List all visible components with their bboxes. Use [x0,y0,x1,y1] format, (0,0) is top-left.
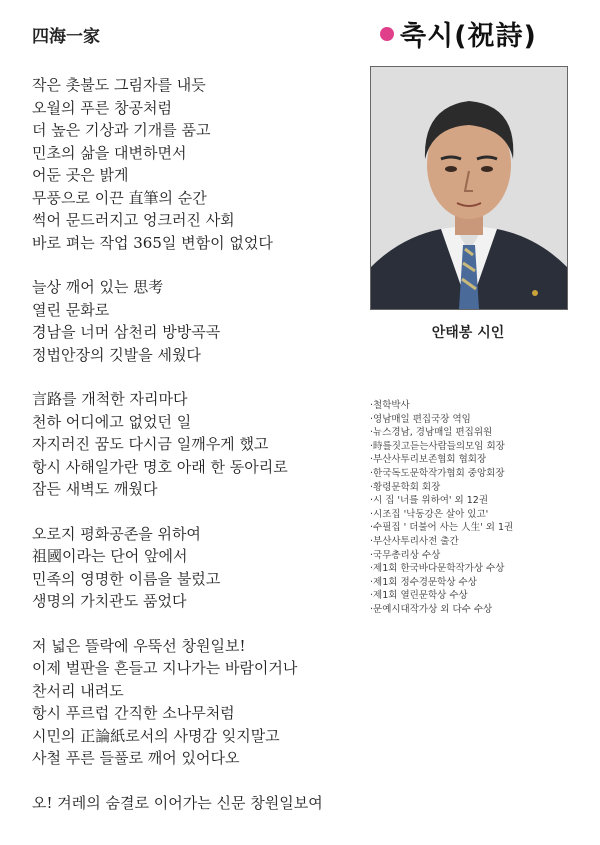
section-header-label: 축시(祝詩) [400,21,537,52]
bio-item: ·시 집 '너를 위하여' 외 12권 [370,495,489,507]
bio-item: ·제1회 한국바다문학작가상 수상 [370,563,505,575]
poem-line: 祖國이라는 단어 앞에서 [32,547,188,565]
poem-line: 잠든 새벽도 깨웠다 [32,480,158,498]
poem-stanza [32,792,362,815]
poem-line: 이제 벌판을 흔들고 지나가는 바람이거나 [32,659,298,677]
poem-line: 경남을 너머 삼천리 방방곡곡 [32,323,221,341]
bio-item: ·영남매일 편집국장 역임 [370,413,471,425]
bio-item: ·時를짓고듣는사람들의모임 회장 [370,440,505,452]
poem-stanza [32,74,362,254]
poem-stanza [32,276,362,366]
bio-item: ·제1회 열린문학상 수상 [370,590,468,602]
poem-line: 민족의 영명한 이름을 불렀고 [32,569,221,588]
poet-portrait-illustration [371,67,567,309]
poem-stanza [32,523,362,613]
poem-line: 더 높은 기상과 기개를 품고 [32,121,211,139]
poem-line: 늘상 깨어 있는 思考 [32,278,164,296]
poem-line: 오월의 푸른 창공처럼 [32,98,172,117]
poem-line: 열린 문화로 [32,300,110,319]
bio-item: ·문예시대작가상 외 다수 수상 [370,603,493,615]
poem-line: 작은 촛불도 그림자를 내듯 [32,76,206,94]
poem-line: 항시 사해일가란 명호 아래 한 동아리로 [32,457,288,476]
bio-item: ·한국독도문학작가협회 중앙회장 [370,467,505,479]
bio-item: ·제1회 정수경문학상 수상 [370,576,477,588]
poet-name: 안태봉 시인 [431,325,505,341]
poem-line: 생명의 가치관도 품었다 [32,592,187,610]
poem-line: 오! 겨레의 숨결로 이어가는 신문 창원일보여 [32,793,323,812]
bullet-dot-icon [380,27,394,41]
poem-stanza [32,388,362,501]
poem-stanza [32,635,362,770]
poem-line: 오로지 평화공존을 위하여 [32,524,201,543]
bio-item: ·뉴스경남, 경남매일 편집위원 [370,427,493,439]
poem-line: 썩어 문드러지고 엉크러진 사회 [32,211,235,229]
poem-line: 자지러진 꿈도 다시금 일깨우게 했고 [32,435,269,453]
poem-line: 무풍으로 이끈 直筆의 순간 [32,188,207,207]
bio-item: ·시조집 '낙동강은 살아 있고' [370,508,489,520]
bio-item: ·황령문학회 회장 [370,481,441,493]
poem-line: 민초의 삶을 대변하면서 [32,143,187,162]
poem-line: 바로 펴는 작업 365일 변함이 없었다 [32,233,273,252]
bio-item: ·철학박사 [370,400,410,411]
section-header [380,14,537,53]
bio-item: ·국무총리상 수상 [370,549,441,561]
poet-bio-list [370,399,590,617]
bio-item: ·수필집 ' 더불어 사는 人生' 외 1권 [370,522,514,534]
poem-line: 사철 푸른 들풀로 깨어 있어다오 [32,749,240,767]
poem-line: 言路를 개척한 자리마다 [32,390,188,408]
poet-portrait [370,66,568,310]
poem-title: 四海一家 [32,27,100,47]
poem-line: 저 넓은 뜰락에 우뚝선 창원일보! [32,636,246,655]
poem-line: 어둔 곳은 밝게 [32,166,129,184]
bio-item: ·부산사투리사전 출간 [370,535,459,547]
poem-body [32,74,362,836]
bio-item: ·부산사투리보존협회 협회장 [370,454,487,466]
poem-line: 천하 어디에고 없었던 일 [32,412,192,431]
poem-line: 찬서리 내려도 [32,681,124,700]
poem-line: 항시 푸르럽 간직한 소나무처럼 [32,704,235,722]
poem-line: 정법안장의 깃발을 세웠다 [32,345,201,364]
poem-line: 시민의 正論紙로서의 사명감 잊지말고 [32,726,280,745]
